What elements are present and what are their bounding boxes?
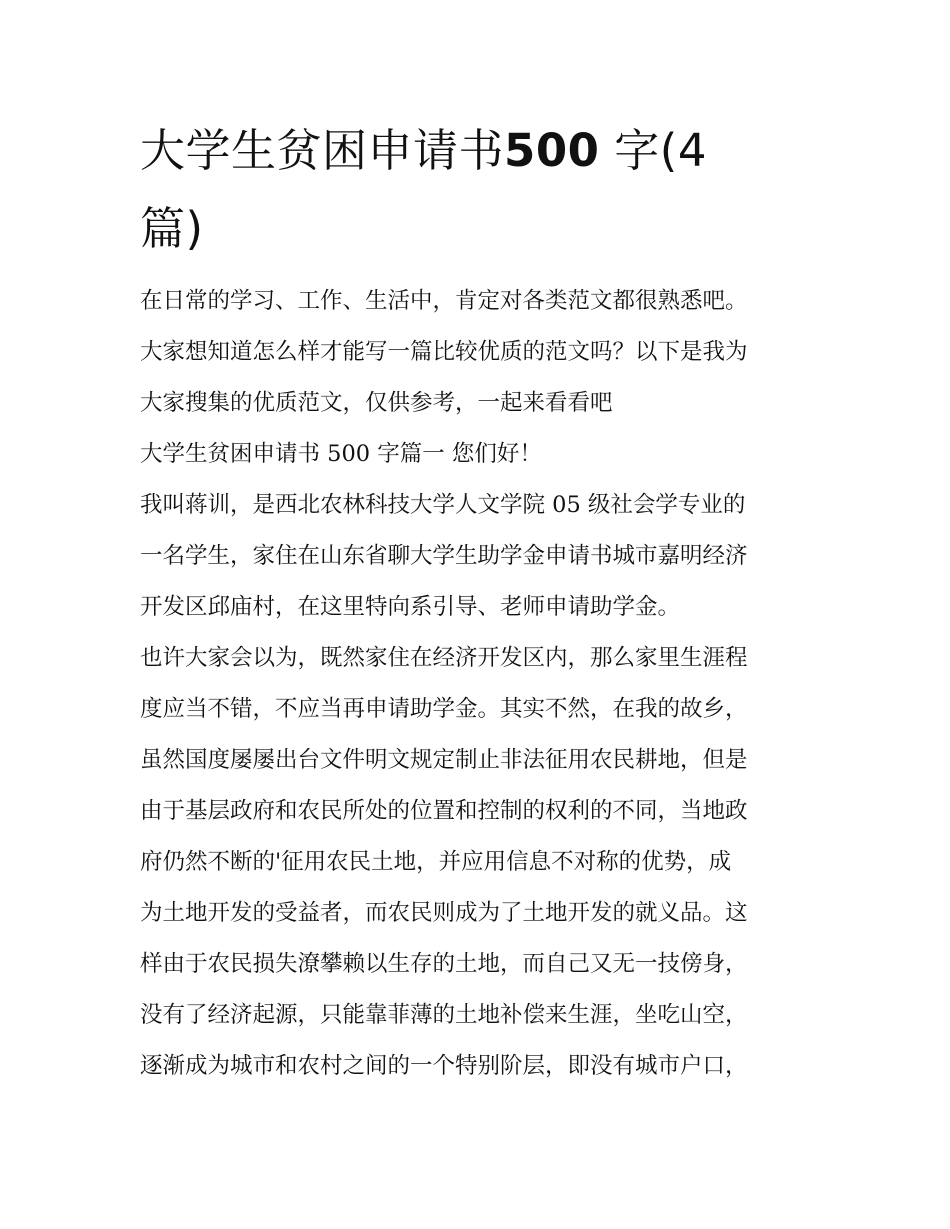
body-line: 在日常的学习、工作、生活中，肯定对各类范文都很熟悉吧。 (140, 288, 748, 314)
title-line-2: 篇) (140, 202, 204, 255)
title-number: 500 (504, 124, 600, 177)
title-text-cn: 大学生贫困申请书 (140, 124, 505, 177)
body-line: 也许大家会以为，既然家住在经济开发区内，那么家里生涯程 (140, 645, 748, 671)
title-text-suffix: 字(4 (614, 124, 707, 177)
body-line: 为土地开发的受益者，而农民则成为了土地开发的就义品。这 (140, 900, 748, 926)
body-line: 逐渐成为城市和农村之间的一个特别阶层，即没有城市户口， (140, 1053, 748, 1079)
body-line: 度应当不错，不应当再申请助学金。其实不然，在我的故乡， (140, 696, 748, 722)
body-line: 开发区邱庙村，在这里特向系引导、老师申请助学金。 (140, 594, 681, 620)
body-line: 一名学生，家住在山东省聊大学生助学金申请书城市嘉明经济 (140, 543, 748, 569)
body-line: 大家想知道怎么样才能写一篇比较优质的范文吗？以下是我为 (140, 339, 748, 365)
body-line: 没有了经济起源，只能靠菲薄的土地补偿来生涯，坐吃山空， (140, 1002, 748, 1028)
body-line: 府仍然不断的'征用农民土地，并应用信息不对称的优势，成 (140, 849, 732, 875)
body-line: 我叫蒋训，是西北农林科技大学人文学院 05 级社会学专业的 (140, 492, 746, 518)
document-title (140, 112, 820, 268)
body-line: 样由于农民损失潦攀赖以生存的土地，而自己又无一技傍身， (140, 951, 748, 977)
body-line: 大学生贫困申请书 500 字篇一 您们好！ (140, 441, 542, 467)
body-line: 大家搜集的优质范文，仅供参考，一起来看看吧 (140, 390, 613, 416)
body-line: 虽然国度屡屡出台文件明文规定制止非法征用农民耕地，但是 (140, 747, 748, 773)
document-body (140, 276, 830, 1092)
body-line: 由于基层政府和农民所处的位置和控制的权利的不同，当地政 (140, 798, 748, 824)
